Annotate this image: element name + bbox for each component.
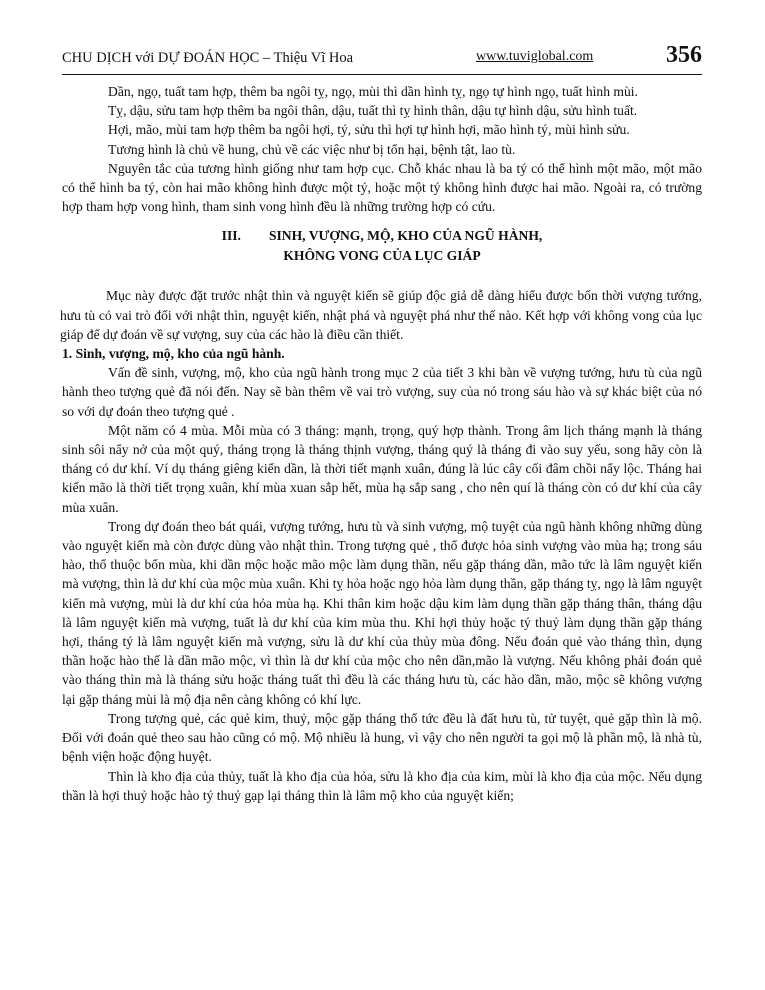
section-number: III. — [221, 228, 241, 244]
section-title-line1: SINH, VƯỢNG, MỘ, KHO CỦA NGŨ HÀNH, — [268, 228, 543, 244]
paragraph: Trong tượng quẻ, các quẻ kim, thuỷ, mộc gặp tháng thổ tức đều là đất hưu tù, tử tuyệt, quẻ gặp thìn là mộ. Đối với đoán quẻ theo sau hào cũng có mộ. Mộ nhiều là hung, vì vậy cho nên người ta gọi mộ là phần mộ, là nhà tù, bệnh viện hoặc động huyệt. — [62, 710, 702, 765]
paragraph: Nguyên tắc của tương hình giống như tam hợp cục. Chỗ khác nhau là ba tý có thể hình một mão, một mão có thể hình ba tý, còn hai mão không hình được một tý, hoặc một tý không hình được hai mão. Ngoài ra, có trường hợp tham hợp vong hình, tham sinh vong hình đều là những trường hợp có cứu. — [62, 160, 702, 215]
paragraph: Một năm có 4 mùa. Mỗi mùa có 3 tháng: mạnh, trọng, quý hợp thành. Trong âm lịch tháng mạnh là tháng sinh sôi nẩy nở của một quý, tháng trọng là tháng thịnh vượng, tháng quý là tháng đi vào suy yếu, song hãy còn là tháng có dư khí. Ví dụ tháng giêng kiến dần, là thời tiết mạnh xuân, đúng là lúc cây cối đâm chồi nẩy lộc. Tháng hai kiến mão là thời tiết trọng xuân, khí mùa xuan sắp hết, mùa hạ sắp sang , cho nên quí là tháng còn có dư khí của cây mùa xuân. — [62, 422, 702, 515]
subsection-title: 1. Sinh, vượng, mộ, kho của ngũ hành. — [62, 346, 285, 362]
paragraph: Vấn đề sinh, vượng, mộ, kho của ngũ hành trong mục 2 của tiết 3 khi bàn về vượng tướng, hưu tù của ngũ hành theo tượng quẻ đã nói đến. Nay sẽ bàn thêm về vai trò vượng, suy của nó trong sáu hào và sự khác biệt của nó so với dự đoán theo tượng quẻ . — [62, 365, 702, 419]
paragraph: Trong dự đoán theo bát quái, vượng tướng, hưu tù và sinh vượng, mộ tuyệt của ngũ hành không những dùng vào nguyệt kiến mà còn được dùng vào nhật thìn. Trong tượng quẻ , thổ được hỏa sinh vượng vào mùa hạ; trong sáu hào, thổ thuộc bốn mùa, khi dần mộc hoặc mão mộc làm dụng thần, nếu gặp tháng dần, mão tức là lâm nguyệt kiến mà vượng, thìn là dư khí của mộc mùa xuân. Khi tỵ hỏa hoặc ngọ hỏa làm dụng thần, gặp tháng tỵ, ngọ là lâm nguyệt kiến mà vượng, mùi là dư khí của hỏa mùa hạ. Khi thân kim hoặc dậu kim làm dụng thần gặp tháng thân, tháng dậu là lâm nguyệt kiến mà vượng, tuất là dư khí của kim mùa thu. Khi hợi thủy hoặc tý thuỷ làm dụng thần gặp tháng hợi, tháng tý là lâm nguyệt kiến mà vượng, sửu là dư khí của thủy mùa đông. Nếu đoán quẻ vào tháng thìn, dụng thần hoặc hào thế là dần mão mộc, vì thìn là dư khí của mộc cho nên dần,mão là vượng. Nếu không phải đoán quẻ vào tháng thìn mà là tháng sửu hoặc tháng tuất thì đều là các tháng hưu tù, các hào dần, mão, mộc sẽ không vượng lại gặp tháng mùi là mộ địa nên càng không có khí lực. — [62, 518, 702, 707]
paragraph: Tương hình là chủ về hung, chủ về các việc như bị tổn hại, bệnh tật, lao tù. — [108, 141, 516, 157]
book-title: CHU DỊCH với DỰ ĐOÁN HỌC – Thiệu Vĩ Hoa — [62, 50, 354, 66]
website-link[interactable]: www.tuviglobal.com — [476, 49, 594, 64]
page-body — [62, 82, 702, 805]
paragraph: Thìn là kho địa của thủy, tuất là kho địa của hỏa, sửu là kho địa của kim, mùi là kho địa của mộc. Nếu dụng thần là hợi thuỷ hoặc hào tý thuỷ gạp lại tháng thìn là lâm mộ kho của nguyệt kiến; — [62, 768, 702, 803]
intro-paragraph: Mục này được đặt trước nhật thìn và nguyệt kiến sẽ giúp độc giả dễ dàng hiểu được bốn thời vượng tướng, hưu tù có vai trò đối với nhật thìn, nguyệt kiến, nhật phá và nguyệt phá như thế nào. Kết hợp với không vong của lục giáp để dự đoán về sự vượng, suy của các hào là điều cần thiết. — [60, 288, 702, 342]
paragraph: Hợi, mão, mùi tam hợp thêm ba ngôi hợi, tý, sửu thì hợi tự hình hợi, mão hình tý, mùi hình sửu. — [108, 122, 630, 138]
page-number: 356 — [666, 42, 702, 68]
paragraph: Tỵ, dậu, sửu tam hợp thêm ba ngôi thân, dậu, tuất thì tỵ hình thân, dậu tự hình dậu, sửu hình tuất. — [108, 103, 638, 119]
section-heading — [62, 226, 702, 266]
section-title-line2: KHÔNG VONG CỦA LỤC GIÁP — [283, 248, 481, 264]
paragraph: Dần, ngọ, tuất tam hợp, thêm ba ngôi tỵ, ngọ, mùi thì dần hình tỵ, ngọ tự hình ngọ, tuất hình mùi. — [108, 84, 638, 99]
page-header — [62, 40, 702, 75]
